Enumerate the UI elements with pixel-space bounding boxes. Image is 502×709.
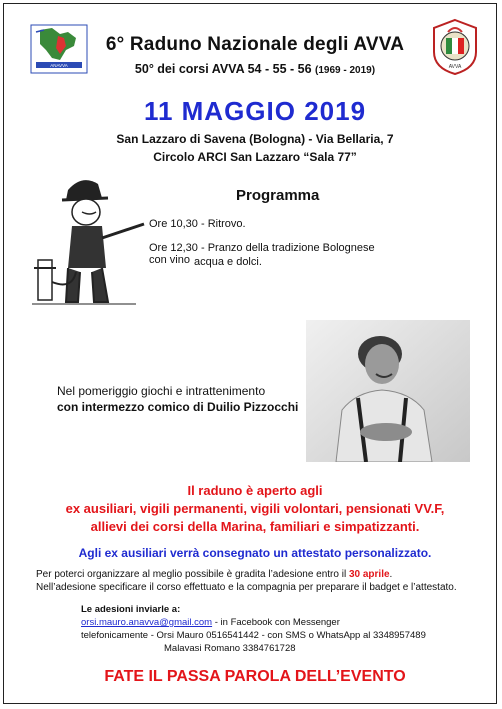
contacts-phone-line-2: Malavasi Romano 3384761728: [164, 643, 296, 654]
comedian-photo: [306, 320, 470, 462]
deadline-date: 30 aprile: [348, 569, 390, 580]
event-subtitle: [74, 62, 436, 76]
flyer-page: [3, 3, 497, 704]
subtitle-years: (1969 - 2019): [315, 65, 376, 76]
facebook-contact: - in Facebook con Messenger: [212, 617, 340, 628]
contacts-phone-line: telefonicamente - Orsi Mauro 0516541442 - con SMS o WhatsApp al 3348957489: [81, 630, 426, 641]
program-item-lunch-cont: acqua e dolci.: [194, 256, 262, 268]
venue-address: San Lazzaro di Savena (Bologna) - Via Bellaria, 7: [116, 132, 394, 146]
registration-details-note: Nell’adesione specificare il corso effettuato e la compagnia per preparare il badget e l’attestato.: [36, 582, 457, 593]
program-item-arrival: Ore 10,30 - Ritrovo.: [149, 218, 246, 230]
contact-email-link[interactable]: orsi.mauro.anavva@gmail.com: [81, 617, 213, 628]
deadline-period: .: [389, 569, 393, 580]
event-title: 6° Raduno Nazionale degli AVVA: [105, 34, 405, 55]
deadline-text: Per poterci organizzare al meglio possibile è gradita l’adesione entro il: [36, 569, 349, 580]
program-heading: Programma: [236, 187, 320, 204]
venue-hall: Circolo ARCI San Lazzaro “Sala 77”: [153, 150, 357, 164]
open-to-list-2: allievi dei corsi della Marina, familiari e simpatizzanti.: [90, 519, 420, 534]
subtitle-main: 50° dei corsi AVVA 54 - 55 - 56: [134, 62, 312, 76]
logo-left-text: ANAVVA: [50, 63, 68, 68]
event-date: 11 MAGGIO 2019: [143, 96, 367, 126]
footer-call-to-action: FATE IL PASSA PAROLA DELL’EVENTO: [104, 668, 406, 685]
logo-right-text: AVVA: [448, 64, 462, 70]
avva-emblem-logo: [430, 18, 480, 76]
comedian-text: con intermezzo comico di Duilio Pizzocchi: [57, 400, 299, 414]
open-to-list-1: ex ausiliari, vigili permanenti, vigili volontari, pensionati VV.F,: [65, 501, 445, 516]
firefighter-cartoon: [32, 172, 150, 312]
afternoon-text: Nel pomeriggio giochi e intrattenimento: [57, 384, 266, 398]
certificate-note: Agli ex ausiliari verrà consegnato un attestato personalizzato.: [78, 546, 432, 560]
program-item-lunch: Ore 12,30 - Pranzo della tradizione Bolognese con vino: [149, 242, 375, 266]
registration-deadline-note: [36, 569, 392, 580]
contacts-email-line: [81, 617, 340, 628]
contacts-heading: Le adesioni inviarle a:: [81, 604, 181, 615]
open-to-intro: Il raduno è aperto agli: [187, 483, 323, 498]
